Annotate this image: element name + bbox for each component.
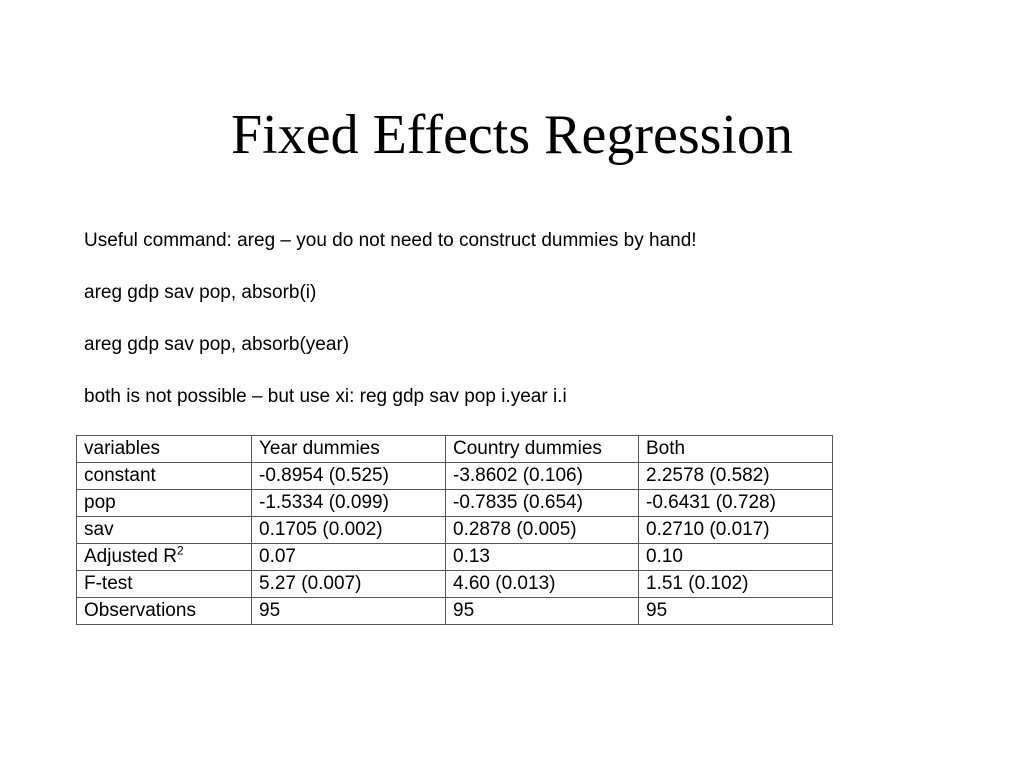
regression-results-table (76, 435, 833, 625)
row-label-text: pop (84, 492, 116, 513)
body-text-line: both is not possible – but use xi: reg gdp sav pop i.year i.i (84, 386, 567, 407)
table-cell: 0.07 (252, 544, 446, 571)
table-row (77, 490, 833, 517)
table-cell: 5.27 (0.007) (252, 571, 446, 598)
table-cell: -3.8602 (0.106) (446, 463, 639, 490)
row-label (77, 544, 252, 571)
superscript: 2 (176, 543, 184, 558)
table-cell: 95 (446, 598, 639, 625)
row-label-text: sav (84, 519, 114, 540)
table-cell: -0.6431 (0.728) (639, 490, 833, 517)
table-row (77, 544, 833, 571)
table-cell: 1.51 (0.102) (639, 571, 833, 598)
table-cell: 4.60 (0.013) (446, 571, 639, 598)
table-cell: -0.7835 (0.654) (446, 490, 639, 517)
table-header-cell: variables (77, 436, 252, 463)
row-label (77, 490, 252, 517)
body-text-line: Useful command: areg – you do not need to construct dummies by hand! (84, 230, 697, 251)
row-label (77, 571, 252, 598)
table-cell: -1.5334 (0.099) (252, 490, 446, 517)
slide-title: Fixed Effects Regression (231, 104, 793, 166)
table-cell: 2.2578 (0.582) (639, 463, 833, 490)
table-cell: 95 (639, 598, 833, 625)
table-row (77, 517, 833, 544)
row-label-text: Adjusted R (84, 546, 177, 567)
row-label (77, 598, 252, 625)
table-cell: 0.13 (446, 544, 639, 571)
table-header-cell: Both (639, 436, 833, 463)
table-cell: -0.8954 (0.525) (252, 463, 446, 490)
table-cell: 0.2710 (0.017) (639, 517, 833, 544)
table-cell: 95 (252, 598, 446, 625)
body-text-line: areg gdp sav pop, absorb(year) (84, 334, 350, 355)
row-label-text: F-test (84, 573, 133, 594)
row-label-text: constant (84, 465, 156, 486)
table-header-cell: Year dummies (252, 436, 446, 463)
row-label (77, 463, 252, 490)
row-label-text: Observations (84, 600, 196, 621)
table-header-cell: Country dummies (446, 436, 639, 463)
table-cell: 0.10 (639, 544, 833, 571)
table-row (77, 463, 833, 490)
body-text-line: areg gdp sav pop, absorb(i) (84, 282, 317, 303)
table-header-row (77, 436, 833, 463)
table-row (77, 598, 833, 625)
row-label (77, 517, 252, 544)
table-row (77, 571, 833, 598)
table-cell: 0.1705 (0.002) (252, 517, 446, 544)
table-cell: 0.2878 (0.005) (446, 517, 639, 544)
